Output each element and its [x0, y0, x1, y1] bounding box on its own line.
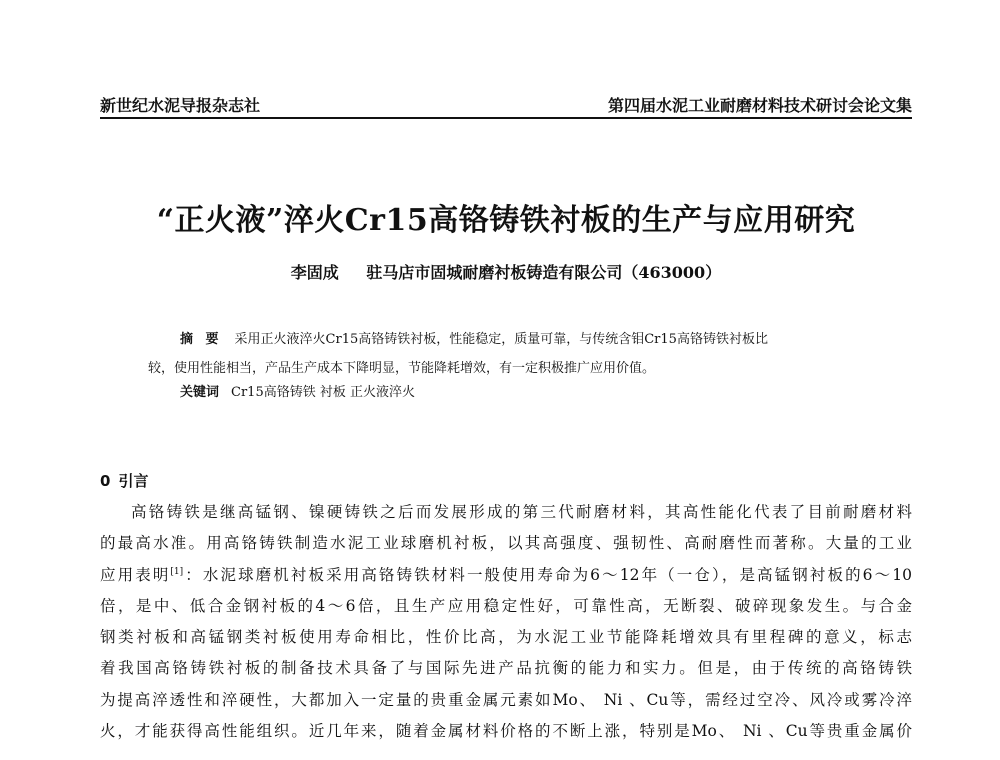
- keywords-text: Cr15高铬铸铁 衬板 正火液淬火: [231, 385, 415, 400]
- author-affiliation: 驻马店市固城耐磨衬板铸造有限公司（463000）: [366, 263, 722, 282]
- body-line: 高铬铸铁是继高锰钢、镍硬铸铁之后而发展形成的第三代耐磨材料，其高性能化代表了目前耐磨材料: [131, 503, 912, 521]
- proceedings-name: 第四届水泥工业耐磨材料技术研讨会论文集: [607, 96, 912, 115]
- body-line: 钢类衬板和高锰钢类衬板使用寿命相比，性价比高，为水泥工业节能降耗增效具有里程碑的意义，标志: [100, 628, 912, 647]
- abstract: [148, 325, 878, 383]
- citation-ref[interactable]: [1]: [170, 566, 184, 577]
- body-line: 倍，是中、低合金钢衬板的4～6倍，且生产应用稳定性好，可靠性高，无断裂、破碎现象发生。与合金: [100, 596, 912, 615]
- keywords: [180, 381, 415, 400]
- section-title: 引言: [118, 472, 149, 490]
- body-line: 的最高水准。用高铬铸铁制造水泥工业球磨机衬板，以其高强度、强韧性、高耐磨性而著称。大量的工业: [100, 534, 912, 553]
- running-header: [100, 91, 912, 119]
- body-line: 着我国高铬铸铁衬板的制备技术具备了与国际先进产品抗衡的能力和实力。但是，由于传统的高铬铸铁: [100, 659, 912, 678]
- body-line: [100, 560, 912, 591]
- abstract-label: 摘 要: [180, 332, 223, 347]
- body-text: 应用表明: [100, 565, 171, 584]
- author-line: [100, 260, 912, 283]
- paper-title: “正火液”淬火Cr15高铬铸铁衬板的生产与应用研究: [156, 203, 856, 238]
- abstract-line: [148, 325, 878, 354]
- abstract-line: [148, 354, 878, 383]
- abstract-text-2: 较，使用性能相当，产品生产成本下降明显，节能降耗增效，有一定积极推广应用价值。: [148, 361, 656, 376]
- journal-name: 新世纪水泥导报杂志社: [100, 96, 261, 115]
- body-text: ：水泥球磨机衬板采用高铬铸铁材料一般使用寿命为6～12年（一仓），是高锰钢衬板的6～10: [183, 565, 912, 584]
- abstract-text-1: 采用正火液淬火Cr15高铬铸铁衬板，性能稳定，质量可靠，与传统含钼Cr15高铬铸铁衬板比: [234, 332, 768, 347]
- keywords-label: 关键词: [180, 385, 220, 400]
- author-name: 李固成: [290, 263, 339, 282]
- body-line: 火，才能获得高性能组织。近几年来，随着金属材料价格的不断上涨，特别是Mo、 Ni 、Cu等贵重金属价: [100, 722, 912, 741]
- body-paragraph: [100, 497, 912, 747]
- section-heading: [100, 470, 148, 491]
- section-number: 0: [100, 472, 111, 490]
- body-line: 为提高淬透性和淬硬性，大都加入一定量的贵重金属元素如Mo、 Ni 、Cu等，需经过空冷、风冷或雾冷淬: [100, 690, 912, 709]
